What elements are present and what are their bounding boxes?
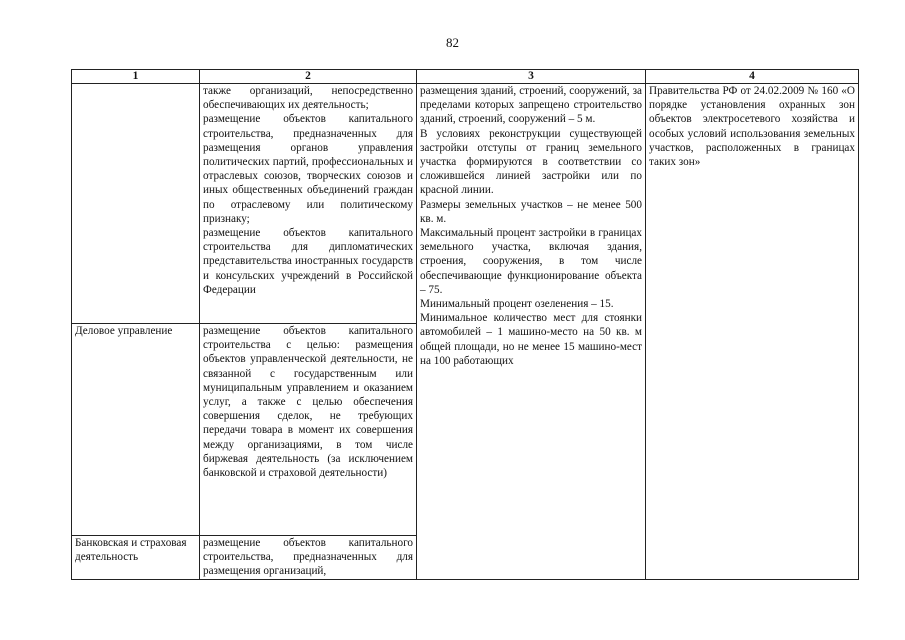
requirement-para: Размеры земельных участков – не менее 500 кв. м.: [420, 198, 642, 225]
requirements-cell: [417, 84, 646, 580]
row3-col1: Банковская и страховая деятельность: [72, 536, 200, 580]
requirement-para: Минимальный процент озеленения – 15.: [420, 298, 614, 311]
header-col-4: 4: [646, 70, 859, 84]
row3-col2: [200, 536, 417, 580]
header-col-3: 3: [417, 70, 646, 84]
header-col-2: 2: [200, 70, 417, 84]
row1-col2-para: также организаций, непосредственно обеспечивающих их деятельность;: [203, 85, 413, 112]
legal-basis-text: Правительства РФ от 24.02.2009 № 160 «О порядке установления охранных зон объектов электросетевого хозяйства и особых условий использования земельных участков, расположенных в границах таких зон»: [649, 85, 855, 169]
row1-col2: [200, 84, 417, 324]
header-col-1: 1: [72, 70, 200, 84]
row2-col2-text: размещение объектов капитального строительства с целью: размещения объектов управленческой деятельности, не связанной с государственным или муниципальным управлением и оказанием услуг, а также с целью обеспечения совершения сделок, не требующих передачи товара в момент их совершения между организациями, в том числе биржевая деятельность (за исключением банковской и страховой деятельности): [203, 325, 413, 480]
table-row: [72, 84, 859, 324]
requirement-para: В условиях реконструкции существующей застройки отступы от границ земельного участка формируются в соответствии со сложившейся линией застройки или по красной линии.: [420, 127, 642, 197]
row1-col2-para: размещение объектов капитального строительства, предназначенных для размещения органов управления политических партий, профессиональных и отраслевых союзов, творческих союзов и иных общественных объединений граждан по отраслевому или политическому признаку;: [203, 113, 413, 225]
land-use-table: [71, 69, 859, 580]
row2-col1: Деловое управление: [72, 324, 200, 536]
legal-basis-cell: [646, 84, 859, 580]
requirement-para: Минимальное количество мест для стоянки автомобилей – 1 машино-место на 50 кв. м общей площади, но не менее 15 машино-мест на 100 работающих: [420, 312, 642, 367]
requirement-para: размещения зданий, строений, сооружений, за пределами которых запрещено строительство зданий, строений, сооружений – 5 м.: [420, 85, 642, 126]
row3-col2-text: размещение объектов капитального строительства, предназначенных для размещения организаций,: [203, 537, 413, 578]
row1-col2-para: размещение объектов капитального строительства для дипломатических представительства иностранных государств и консульских учреждений в Российской Федерации: [203, 227, 413, 296]
requirement-para: Максимальный процент застройки в границах земельного участка, включая здания, строения, сооружения, в том числе обеспечивающие функционирование объекта – 75.: [420, 227, 642, 296]
page-number: 82: [446, 35, 459, 50]
header-row: [72, 70, 859, 84]
row2-col2: [200, 324, 417, 536]
row1-col1: [72, 84, 200, 324]
